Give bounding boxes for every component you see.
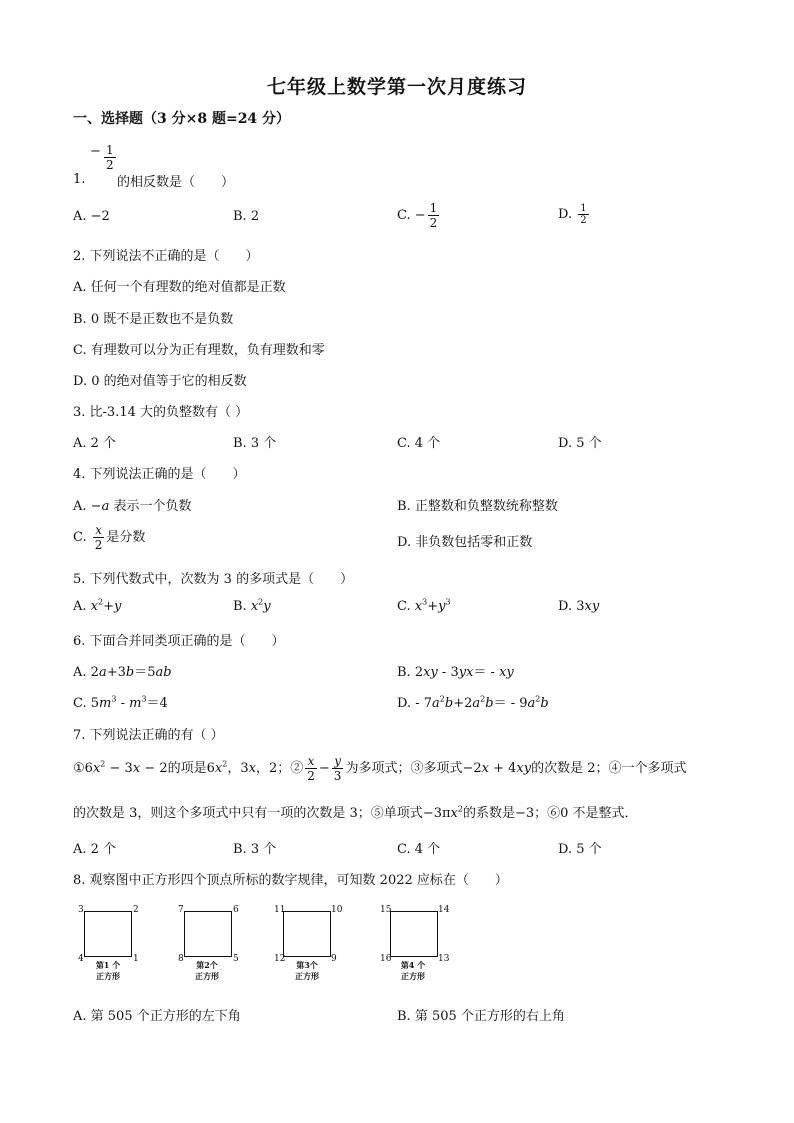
- q1-c-label: C.: [397, 208, 411, 223]
- q7-option-a[interactable]: A. 2 个: [73, 842, 117, 857]
- q2-stem: 2. 下列说法不正确的是（ ）: [73, 249, 259, 264]
- q1-c-den: 2: [429, 216, 438, 230]
- q5-option-b[interactable]: B. $x^2y$: [233, 597, 271, 614]
- q4-stem: 4. 下列说法正确的是（ ）: [73, 467, 246, 482]
- square-3-br: 9: [331, 954, 337, 964]
- square-3: [283, 911, 331, 957]
- section-heading: 一、选择题（3 分×8 题=24 分）: [73, 111, 291, 127]
- q1-number: 1.: [73, 172, 86, 187]
- q1-option-c[interactable]: [397, 201, 441, 230]
- square-4-tr: 14: [438, 905, 450, 915]
- q3-option-d[interactable]: D. 5 个: [558, 436, 602, 451]
- q3-option-b[interactable]: B. 3 个: [233, 436, 277, 451]
- q5-option-c[interactable]: C. $x^3+y^3$: [397, 597, 451, 614]
- q6-d-label: D.: [397, 696, 412, 711]
- q6-a-label: A.: [73, 665, 87, 680]
- q1-num: 1: [106, 143, 114, 157]
- square-2-br: 5: [233, 954, 239, 964]
- square-1-bl: 4: [78, 954, 84, 964]
- q2-option-c[interactable]: C. 有理数可以分为正有理数，负有理数和零: [73, 343, 325, 358]
- square-3-tr: 10: [331, 905, 343, 915]
- q8-stem: 8. 观察图中正方形四个顶点所标的数字规律，可知数 2022 应标在（ ）: [73, 873, 508, 888]
- q1-neg-sign: −: [90, 144, 101, 159]
- q7-l1-d: ，2；②: [255, 761, 304, 776]
- square-3-cap1: 第3个: [296, 960, 318, 970]
- q4-a-math: −a: [90, 499, 110, 514]
- q7-option-b[interactable]: B. 3 个: [233, 842, 277, 857]
- square-4-br: 13: [438, 954, 450, 964]
- square-2-bl: 8: [178, 954, 184, 964]
- q1-d-den: 2: [580, 215, 587, 226]
- square-4-tl: 15: [380, 905, 392, 915]
- q4-c-label: C.: [73, 530, 87, 545]
- square-1-tl: 3: [78, 905, 84, 915]
- q6-option-d[interactable]: D. - $7a^2b+2a^2b= - 9a^2b$: [397, 694, 549, 711]
- q1-c-num: 1: [429, 201, 438, 215]
- square-3-bl: 12: [274, 954, 286, 964]
- q7-l2-c: ；⑥0 不是整式．: [534, 806, 638, 821]
- q7-l2-a: 的次数是 3，则这个多项式中只有一项的次数是 3；⑤单项式: [73, 806, 423, 821]
- q7-l1-f: 的次数是 2；④一个多项式: [531, 761, 687, 776]
- q4-a-text: 表示一个负数: [113, 499, 192, 514]
- q6-b-label: B.: [397, 665, 411, 680]
- square-2: [184, 911, 232, 957]
- q1-option-b[interactable]: B. 2: [233, 209, 260, 224]
- q4-option-d[interactable]: D. 非负数包括零和正数: [397, 535, 533, 550]
- q5-a-label: A.: [73, 599, 87, 614]
- q4-c-text: 是分数: [106, 530, 146, 545]
- q1-fraction-stem: [90, 144, 101, 159]
- square-1-cap1: 第1 个: [95, 960, 121, 970]
- q1-den: 2: [106, 158, 114, 172]
- q3-stem: 3. 比-3.14 大的负整数有（ ）: [73, 405, 249, 420]
- q7-option-c[interactable]: C. 4 个: [397, 842, 441, 857]
- q4-a-label: A.: [73, 499, 87, 514]
- q2-option-a[interactable]: A. 任何一个有理数的绝对值都是正数: [73, 280, 286, 295]
- q6-option-b[interactable]: B. 2xy - 3yx＝ - xy: [397, 665, 514, 680]
- square-2-tl: 7: [178, 905, 184, 915]
- square-4-cap1: 第4 个: [400, 960, 426, 970]
- q5-option-a[interactable]: A. $x^2+y$: [73, 597, 122, 614]
- q8-option-b[interactable]: B. 第 505 个正方形的右上角: [397, 1009, 565, 1024]
- q1-stem: 的相反数是（ ）: [117, 175, 235, 190]
- q4-option-a[interactable]: [73, 495, 191, 514]
- square-4-caption: [393, 960, 433, 982]
- q7-l1-a: ①: [73, 761, 85, 776]
- q7-l1-b: 的项是: [167, 761, 207, 776]
- q6-option-a[interactable]: A. 2a+3b＝5ab: [73, 665, 172, 680]
- square-1: [84, 911, 132, 957]
- q4-option-b[interactable]: B. 正整数和负整数统称整数: [397, 499, 558, 514]
- q5-stem: 5. 下列代数式中，次数为 3 的多项式是（ ）: [73, 572, 354, 587]
- square-4: [390, 911, 438, 957]
- q2-option-b[interactable]: B. 0 既不是正数也不是负数: [73, 312, 234, 327]
- square-1-cap2: 正方形: [96, 971, 120, 981]
- q6-c-label: C.: [73, 696, 87, 711]
- square-2-tr: 6: [233, 905, 239, 915]
- page-title: 七年级上数学第一次月度练习: [266, 76, 527, 98]
- q7-option-d[interactable]: D. 5 个: [558, 842, 602, 857]
- q7-l2-b: 的系数是: [462, 806, 515, 821]
- square-2-cap2: 正方形: [195, 971, 219, 981]
- q8-option-a[interactable]: A. 第 505 个正方形的左下角: [73, 1009, 241, 1024]
- q7-line-1: $①6x^2 - 3x - 2$的项是$6x^2$，3x，2；② $\frac{x}{2}$ − $\frac{y}{3}$ 为多项式；③多项式−2x + 4xy的次数是 2；④一个多项式: [73, 754, 687, 783]
- q1-option-a[interactable]: A. −2: [73, 209, 110, 224]
- q7-l1-c: ，: [227, 761, 241, 776]
- q1-d-num: 1: [580, 203, 587, 214]
- square-4-bl: 16: [380, 954, 392, 964]
- q5-d-label: D.: [558, 599, 573, 614]
- square-1-br: 1: [133, 954, 139, 964]
- q1-option-d[interactable]: [558, 203, 591, 226]
- q4-c-num: x: [95, 523, 102, 537]
- q2-option-d[interactable]: D. 0 的绝对值等于它的相反数: [73, 374, 247, 389]
- square-2-cap1: 第2个: [196, 960, 218, 970]
- q4-c-den: 2: [94, 538, 103, 552]
- square-3-cap2: 正方形: [295, 971, 319, 981]
- square-2-caption: [187, 960, 227, 982]
- q6-option-c[interactable]: C. $5m^3 - m^3=4$: [73, 694, 168, 711]
- square-1-caption: [88, 960, 128, 982]
- q3-option-a[interactable]: A. 2 个: [73, 436, 117, 451]
- q5-option-d[interactable]: D. 3xy: [558, 599, 600, 614]
- q4-option-c[interactable]: [73, 523, 145, 552]
- q6-stem: 6. 下面合并同类项正确的是（ ）: [73, 634, 285, 649]
- q7-stem: 7. 下列说法正确的有（ ）: [73, 728, 224, 743]
- q3-option-c[interactable]: C. 4 个: [397, 436, 441, 451]
- q7-l1-e: 为多项式；③多项式: [345, 761, 463, 776]
- q1-d-label: D.: [558, 207, 573, 222]
- q7-line-2: 的次数是 3，则这个多项式中只有一项的次数是 3；⑤单项式$-3\pi x^2$的系数是−3；⑥0 不是整式．: [73, 804, 638, 821]
- square-3-tl: 11: [274, 905, 286, 915]
- q5-c-label: C.: [397, 599, 411, 614]
- q1-c-neg: −: [414, 208, 426, 223]
- square-3-caption: [287, 960, 327, 982]
- square-4-cap2: 正方形: [401, 971, 425, 981]
- square-1-tr: 2: [133, 905, 139, 915]
- q1-fraction: [102, 143, 118, 172]
- q5-b-label: B.: [233, 599, 247, 614]
